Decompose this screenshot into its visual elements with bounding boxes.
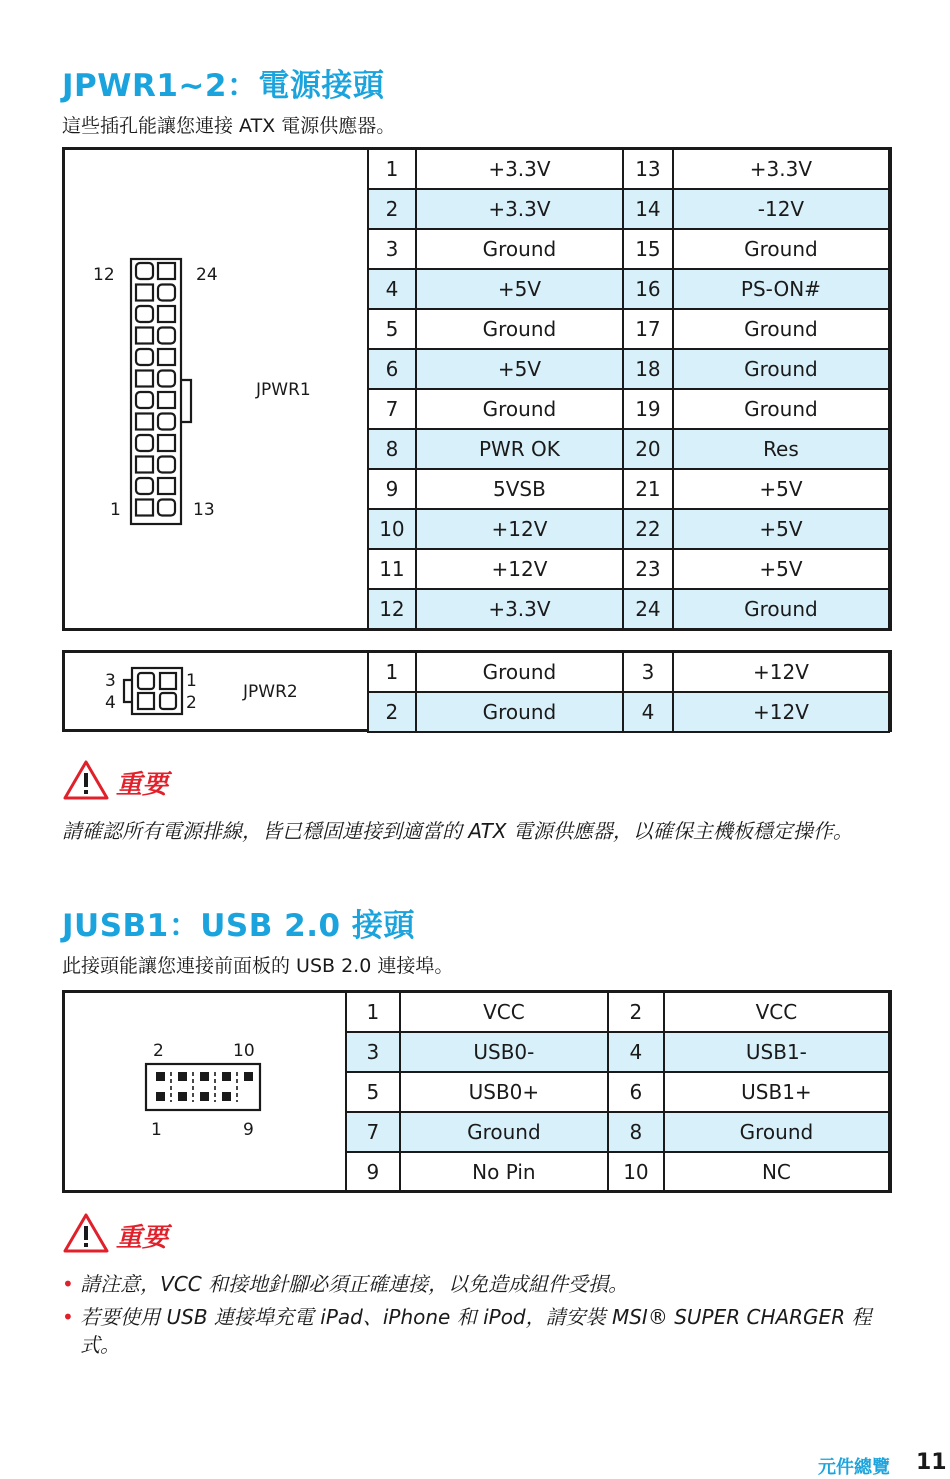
jpwr2-pin-2-label: 2 — [186, 693, 197, 713]
pin-signal-cell: Ground — [673, 349, 889, 389]
pin-signal-cell: Res — [673, 429, 889, 469]
pin-number-cell: 7 — [368, 389, 416, 429]
pin-signal-cell: +5V — [416, 349, 623, 389]
pin-signal-cell: VCC — [664, 992, 889, 1032]
pin-signal-cell: Ground — [416, 389, 623, 429]
pin-signal-cell: +5V — [673, 549, 889, 589]
jpwr1-pin-24-label: 24 — [196, 265, 218, 285]
connector-pin — [158, 371, 175, 387]
connector-pin — [136, 414, 153, 430]
page-number: 11 — [916, 1450, 947, 1475]
header-pin — [200, 1072, 209, 1081]
jpwr-warning-text: 請確認所有電源排線，皆已穩固連接到適當的 ATX 電源供應器，以確保主機板穩定操作。 — [62, 819, 853, 843]
jpwr2-pin-4-label: 4 — [105, 693, 116, 713]
jusb-warning-bullet-2: • 若要使用 USB 連接埠充電 iPad、iPhone 和 iPod，請安裝 MSI® SUPER CHARGER 程 — [62, 1305, 872, 1329]
header-pin — [200, 1092, 209, 1101]
connector-pin — [136, 328, 153, 344]
connector-pin — [136, 306, 153, 322]
pin-signal-cell: +12V — [416, 509, 623, 549]
header-pin — [156, 1072, 165, 1081]
pin-number-cell: 1 — [368, 652, 416, 692]
connector-pin — [158, 500, 175, 516]
connector-pin — [136, 478, 153, 494]
pin-signal-cell: 5VSB — [416, 469, 623, 509]
table-row — [368, 652, 889, 692]
pin-signal-cell: Ground — [673, 229, 889, 269]
header-pin — [178, 1092, 187, 1101]
header-pin — [178, 1072, 187, 1081]
jpwr2-label: JPWR2 — [243, 682, 298, 702]
bullet-icon: • — [62, 1272, 74, 1296]
table-row — [368, 589, 889, 629]
pin-signal-cell: +3.3V — [416, 189, 623, 229]
header-pin — [222, 1072, 231, 1081]
jpwr-section-description: 這些插孔能讓您連接 ATX 電源供應器。 — [62, 115, 396, 137]
jusb-pin-1-label: 1 — [151, 1120, 162, 1140]
pin-signal-cell: Ground — [416, 652, 623, 692]
jpwr-warning-title: 重要 — [116, 770, 169, 800]
pin-number-cell: 4 — [368, 269, 416, 309]
table-row — [346, 992, 889, 1032]
pin-number-cell: 2 — [368, 692, 416, 732]
pin-number-cell: 2 — [608, 992, 664, 1032]
pin-signal-cell: USB1- — [664, 1032, 889, 1072]
pin-signal-cell: VCC — [400, 992, 608, 1032]
table-row — [368, 509, 889, 549]
connector-pin — [158, 435, 175, 451]
pin-signal-cell: +5V — [673, 469, 889, 509]
table-row — [368, 349, 889, 389]
pin-signal-cell: No Pin — [400, 1152, 608, 1192]
connector-pin — [158, 263, 175, 279]
jusb-warning-bullet-1: • 請注意，VCC 和接地針腳必須正確連接，以免造成組件受損。 — [62, 1272, 629, 1296]
table-row — [368, 149, 889, 189]
pin-number-cell: 18 — [623, 349, 673, 389]
jusb-warning-title: 重要 — [116, 1223, 169, 1253]
pin-number-cell: 12 — [368, 589, 416, 629]
jusb-warning-bullet-2-cont: 式。 — [80, 1333, 120, 1357]
jusb-connector-diagram — [140, 1060, 270, 1116]
pin-number-cell: 24 — [623, 589, 673, 629]
pin-number-cell: 10 — [368, 509, 416, 549]
pin-signal-cell: Ground — [416, 229, 623, 269]
pin-number-cell: 9 — [346, 1152, 400, 1192]
pin-number-cell: 10 — [608, 1152, 664, 1192]
pin-signal-cell: +12V — [673, 692, 889, 732]
pin-signal-cell: +3.3V — [416, 149, 623, 189]
jpwr1-connector-diagram — [68, 152, 368, 626]
pin-number-cell: 9 — [368, 469, 416, 509]
pin-number-cell: 6 — [608, 1072, 664, 1112]
jpwr-section-title: JPWR1~2：電源接頭 — [62, 68, 385, 104]
table-row — [368, 309, 889, 349]
connector-pin — [158, 328, 175, 344]
pin-signal-cell: Ground — [416, 692, 623, 732]
pin-number-cell: 8 — [368, 429, 416, 469]
connector-pin — [158, 414, 175, 430]
pin-signal-cell: +3.3V — [673, 149, 889, 189]
connector-pin — [158, 349, 175, 365]
pin-number-cell: 11 — [368, 549, 416, 589]
table-row — [346, 1032, 889, 1072]
pin-number-cell: 4 — [623, 692, 673, 732]
pin-signal-cell: USB0- — [400, 1032, 608, 1072]
pin-signal-cell: +12V — [416, 549, 623, 589]
pin-signal-cell: +5V — [673, 509, 889, 549]
jusb-pin-table — [345, 991, 890, 1193]
pin-signal-cell: +5V — [416, 269, 623, 309]
header-pin — [222, 1092, 231, 1101]
pin-number-cell: 17 — [623, 309, 673, 349]
pin-number-cell: 6 — [368, 349, 416, 389]
pin-number-cell: 14 — [623, 189, 673, 229]
table-row — [346, 1072, 889, 1112]
pin-number-cell: 13 — [623, 149, 673, 189]
pin-number-cell: 1 — [346, 992, 400, 1032]
connector-pin — [136, 435, 153, 451]
pin-number-cell: 19 — [623, 389, 673, 429]
connector-pin — [136, 392, 153, 408]
bullet-icon: • — [62, 1305, 74, 1329]
warning-icon — [62, 1212, 110, 1254]
table-row — [346, 1112, 889, 1152]
connector-pin — [136, 457, 153, 473]
pin-number-cell: 20 — [623, 429, 673, 469]
pin-number-cell: 23 — [623, 549, 673, 589]
pin-signal-cell: Ground — [416, 309, 623, 349]
connector-pin — [136, 285, 153, 301]
connector-pin — [136, 371, 153, 387]
header-pin — [156, 1092, 165, 1101]
pin-signal-cell: USB1+ — [664, 1072, 889, 1112]
connector-pin — [136, 263, 153, 279]
header-pin — [244, 1072, 253, 1081]
pin-number-cell: 16 — [623, 269, 673, 309]
jpwr1-pin-1-label: 1 — [110, 500, 121, 520]
pin-signal-cell: USB0+ — [400, 1072, 608, 1112]
pin-number-cell: 3 — [368, 229, 416, 269]
pin-signal-cell: PS-ON# — [673, 269, 889, 309]
jpwr2-pin-table — [367, 651, 890, 733]
jpwr1-pin-table — [367, 148, 890, 630]
pin-signal-cell: Ground — [400, 1112, 608, 1152]
warning-icon — [62, 759, 110, 801]
pin-signal-cell: Ground — [673, 389, 889, 429]
jpwr2-pin-3-label: 3 — [105, 671, 116, 691]
pin-number-cell: 3 — [623, 652, 673, 692]
connector-pin — [158, 392, 175, 408]
table-row — [368, 269, 889, 309]
connector-pin — [158, 306, 175, 322]
jpwr1-pin-12-label: 12 — [93, 265, 115, 285]
table-row — [368, 229, 889, 269]
table-row — [368, 429, 889, 469]
table-row — [368, 549, 889, 589]
pin-signal-cell: Ground — [673, 309, 889, 349]
pin-number-cell: 7 — [346, 1112, 400, 1152]
footer-section-label: 元件總覽 — [818, 1457, 890, 1478]
jusb-section-description: 此接頭能讓您連接前面板的 USB 2.0 連接埠。 — [62, 955, 454, 977]
connector-pin — [158, 285, 175, 301]
connector-pin — [136, 349, 153, 365]
jpwr1-label: JPWR1 — [256, 380, 311, 400]
pin-signal-cell: +12V — [673, 652, 889, 692]
jusb-pin-2-label: 2 — [153, 1041, 164, 1061]
jusb-pin-9-label: 9 — [243, 1120, 254, 1140]
jpwr1-pin-13-label: 13 — [193, 500, 215, 520]
pin-number-cell: 21 — [623, 469, 673, 509]
connector-pin — [136, 500, 153, 516]
jpwr2-connector-diagram — [100, 660, 220, 722]
pin-number-cell: 5 — [368, 309, 416, 349]
jpwr1-pin-outline — [131, 259, 191, 524]
connector-pin — [158, 457, 175, 473]
pin-signal-cell: NC — [664, 1152, 889, 1192]
table-row — [346, 1152, 889, 1192]
pin-number-cell: 3 — [346, 1032, 400, 1072]
pin-signal-cell: -12V — [673, 189, 889, 229]
pin-signal-cell: PWR OK — [416, 429, 623, 469]
pin-number-cell: 8 — [608, 1112, 664, 1152]
jusb-pin-10-label: 10 — [233, 1041, 255, 1061]
pin-number-cell: 22 — [623, 509, 673, 549]
pin-signal-cell: Ground — [673, 589, 889, 629]
pin-signal-cell: Ground — [664, 1112, 889, 1152]
pin-number-cell: 5 — [346, 1072, 400, 1112]
table-row — [368, 389, 889, 429]
table-row — [368, 189, 889, 229]
pin-number-cell: 2 — [368, 189, 416, 229]
pin-number-cell: 1 — [368, 149, 416, 189]
table-row — [368, 692, 889, 732]
jpwr2-pin-1-label: 1 — [186, 671, 197, 691]
jusb-section-title: JUSB1：USB 2.0 接頭 — [62, 908, 415, 944]
pin-number-cell: 15 — [623, 229, 673, 269]
connector-pin — [158, 478, 175, 494]
table-row — [368, 469, 889, 509]
pin-signal-cell: +3.3V — [416, 589, 623, 629]
pin-number-cell: 4 — [608, 1032, 664, 1072]
